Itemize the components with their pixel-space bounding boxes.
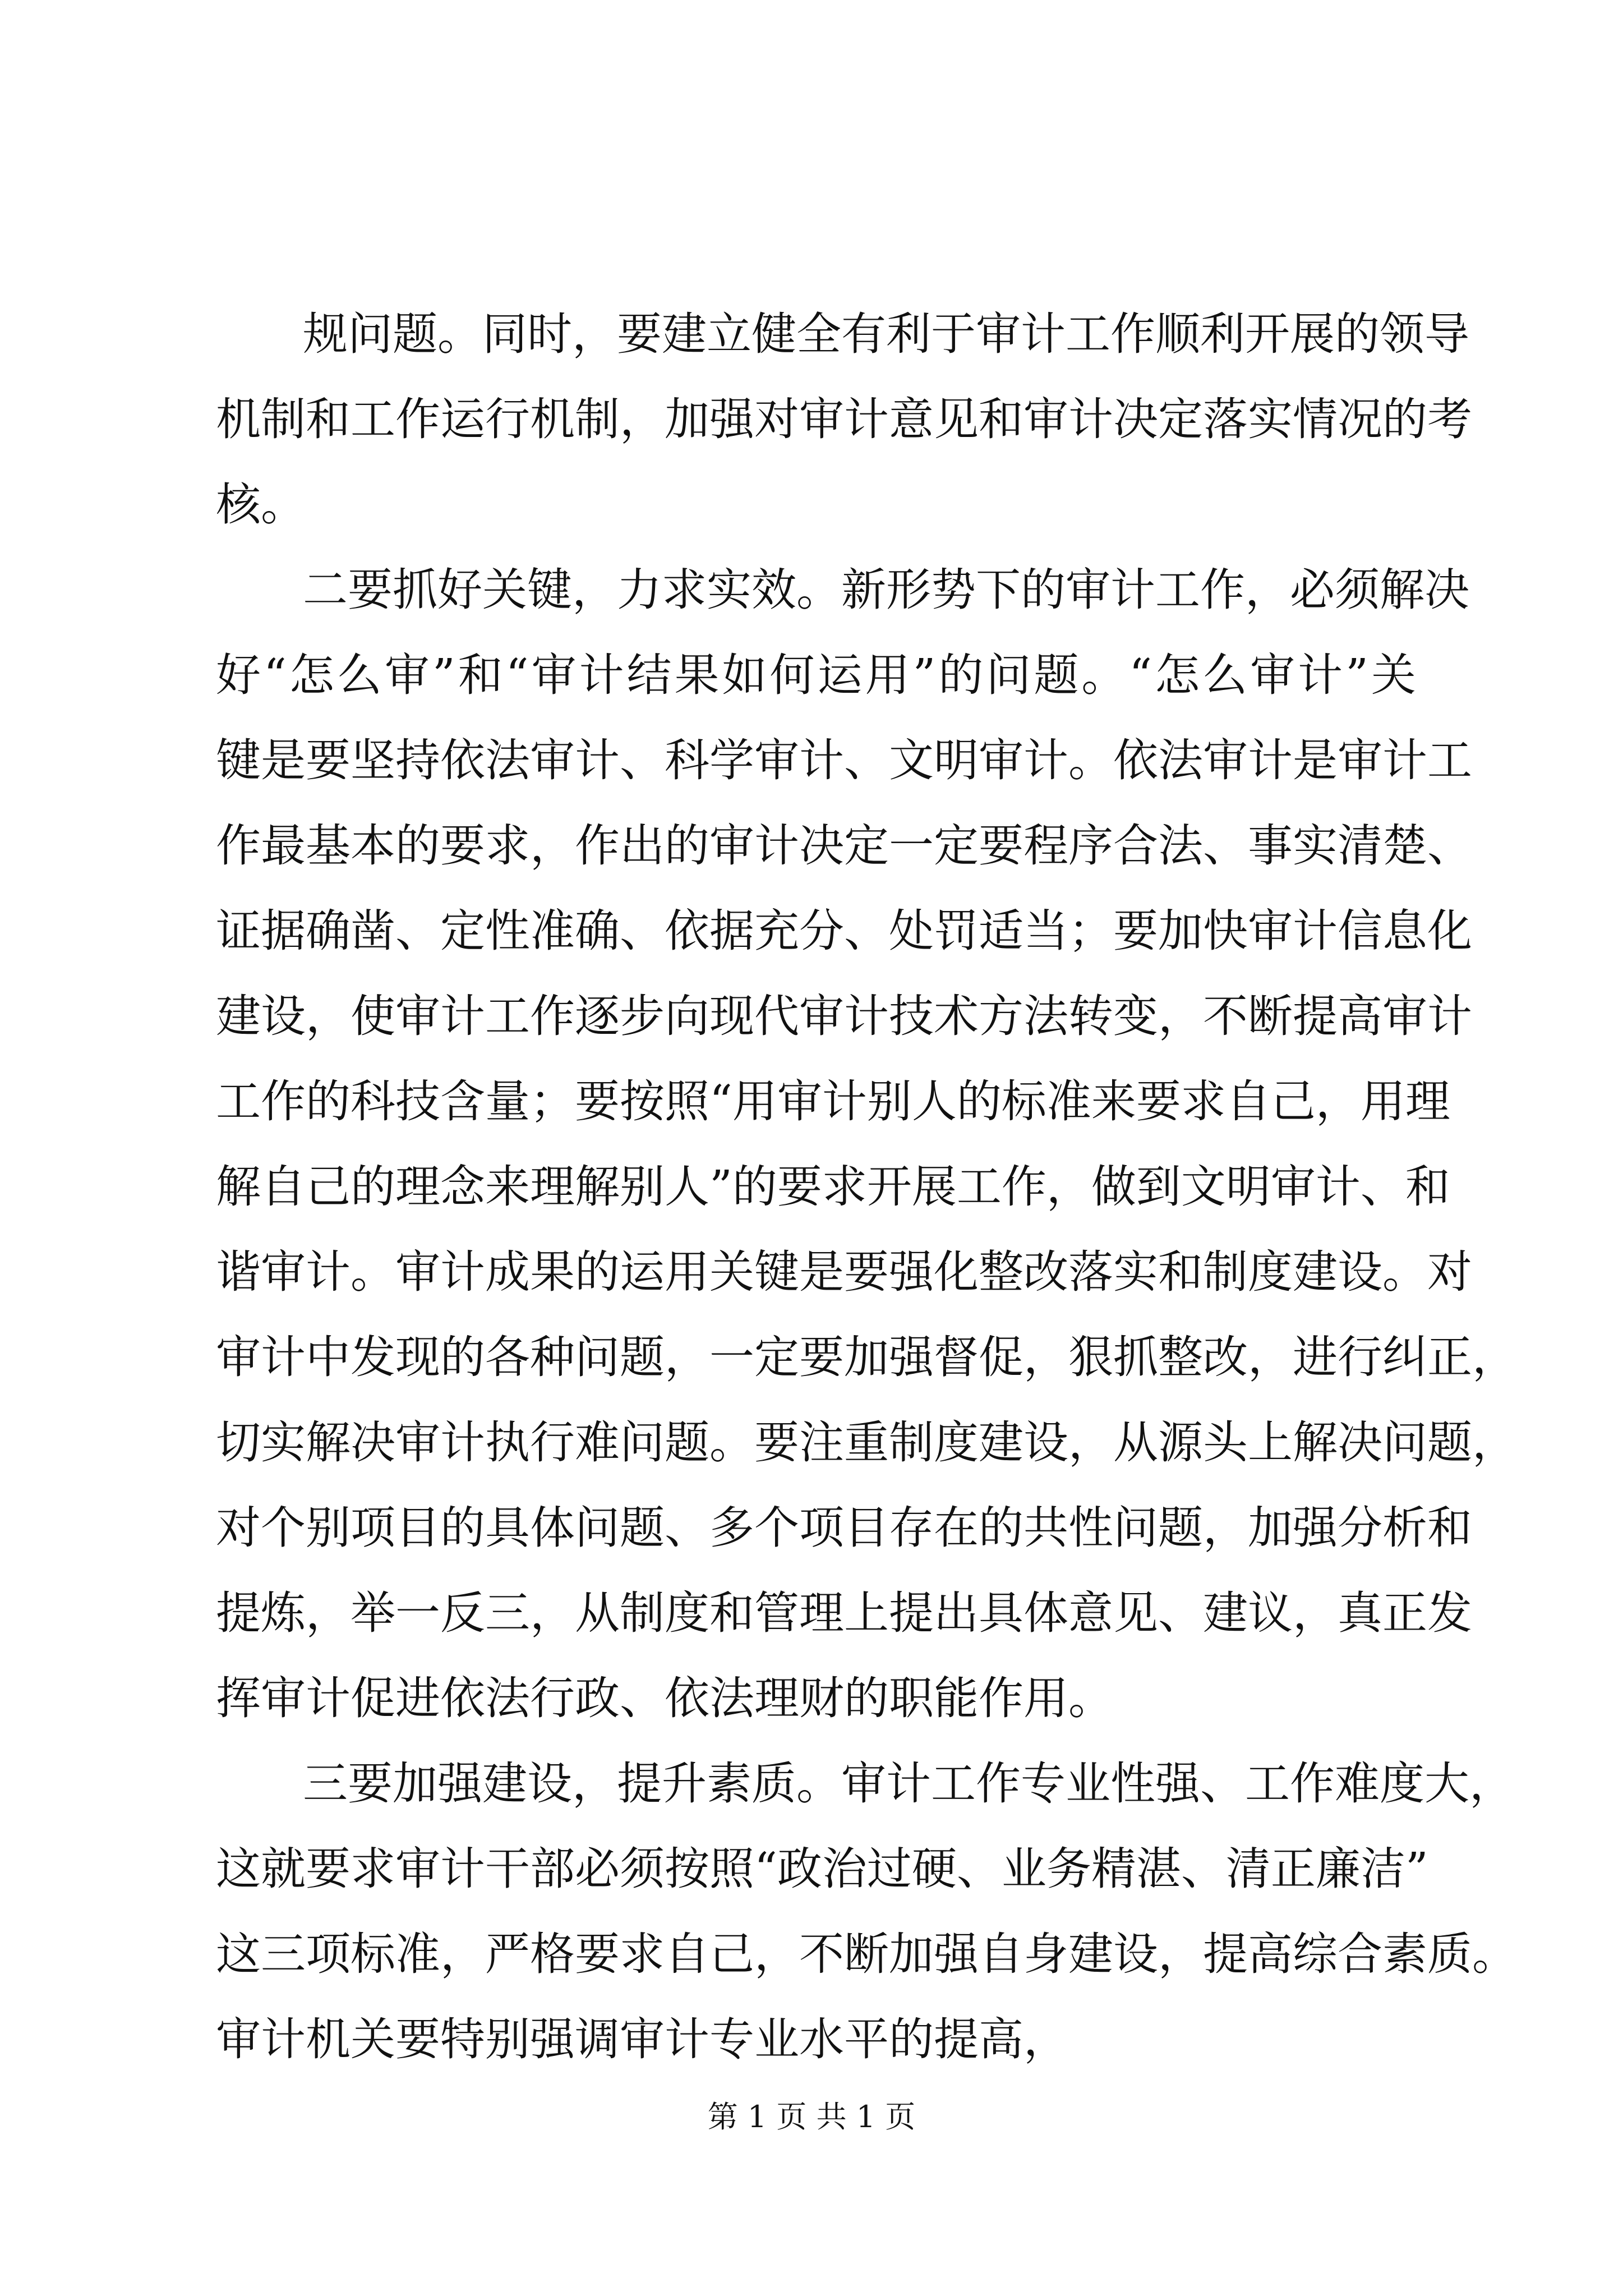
paragraph-2-line-12: 对个别项目的具体问题、多个项目存在的共性问题，加强分析和 [216,1502,1472,1554]
paragraph-2-line-8: 解自己的理念来理解别人”的要求开展工作，做到文明审计、和 [216,1161,1450,1213]
paragraph-3-line-1: 三要加强建设，提升素质。审计工作专业性强、工作难度大， [303,1757,1514,1810]
paragraph-2-line-3: 键是要坚持依法审计、科学审计、文明审计。依法审计是审计工 [216,734,1472,786]
paragraph-2-line-6: 建设，使审计工作逐步向现代审计技术方法转变，不断提高审计 [216,990,1472,1042]
paragraph-3-line-3: 这三项标准，严格要求自己，不断加强自身建设，提高综合素质。 [216,1928,1517,1980]
paragraph-2-line-13: 提炼，举一反三，从制度和管理上提出具体意见、建议，真正发 [216,1587,1472,1639]
paragraph-2-line-5: 证据确凿、定性准确、依据充分、处罚适当；要加快审计信息化 [216,905,1472,957]
paragraph-2-line-11: 切实解决审计执行难问题。要注重制度建设，从源头上解决问题， [216,1416,1517,1469]
paragraph-2-line-7: 工作的科技含量；要按照“用审计别人的标准来要求自己，用理 [216,1075,1450,1128]
paragraph-2-line-2: 好“怎么审”和“审计结果如何运用”的问题。“怎么审计”关 [216,649,1416,701]
page-footer: 第 1 页 共 1 页 [707,2099,916,2134]
paragraph-2-line-10: 审计中发现的各种问题，一定要加强督促，狠抓整改，进行纠正， [216,1331,1517,1383]
paragraph-1-line-3: 核。 [216,478,306,531]
paragraph-3-line-2: 这就要求审计干部必须按照“政治过硬、业务精湛、清正廉洁” [216,1843,1428,1895]
paragraph-2-line-1: 二要抓好关键，力求实效。新形势下的审计工作，必须解决 [303,564,1469,616]
paragraph-1-line-2: 机制和工作运行机制，加强对审计意见和审计决定落实情况的考 [216,393,1472,445]
paragraph-2-line-14: 挥审计促进依法行政、依法理财的职能作用。 [216,1672,1113,1724]
paragraph-1-line-1: 规问题。同时，要建立健全有利于审计工作顺利开展的领导 [303,308,1469,360]
paragraph-2-line-9: 谐审计。审计成果的运用关键是要强化整改落实和制度建设。对 [216,1246,1472,1298]
paragraph-3-line-4: 审计机关要特别强调审计专业水平的提高， [216,2013,1068,2065]
paragraph-2-line-4: 作最基本的要求，作出的审计决定一定要程序合法、事实清楚、 [216,820,1472,872]
